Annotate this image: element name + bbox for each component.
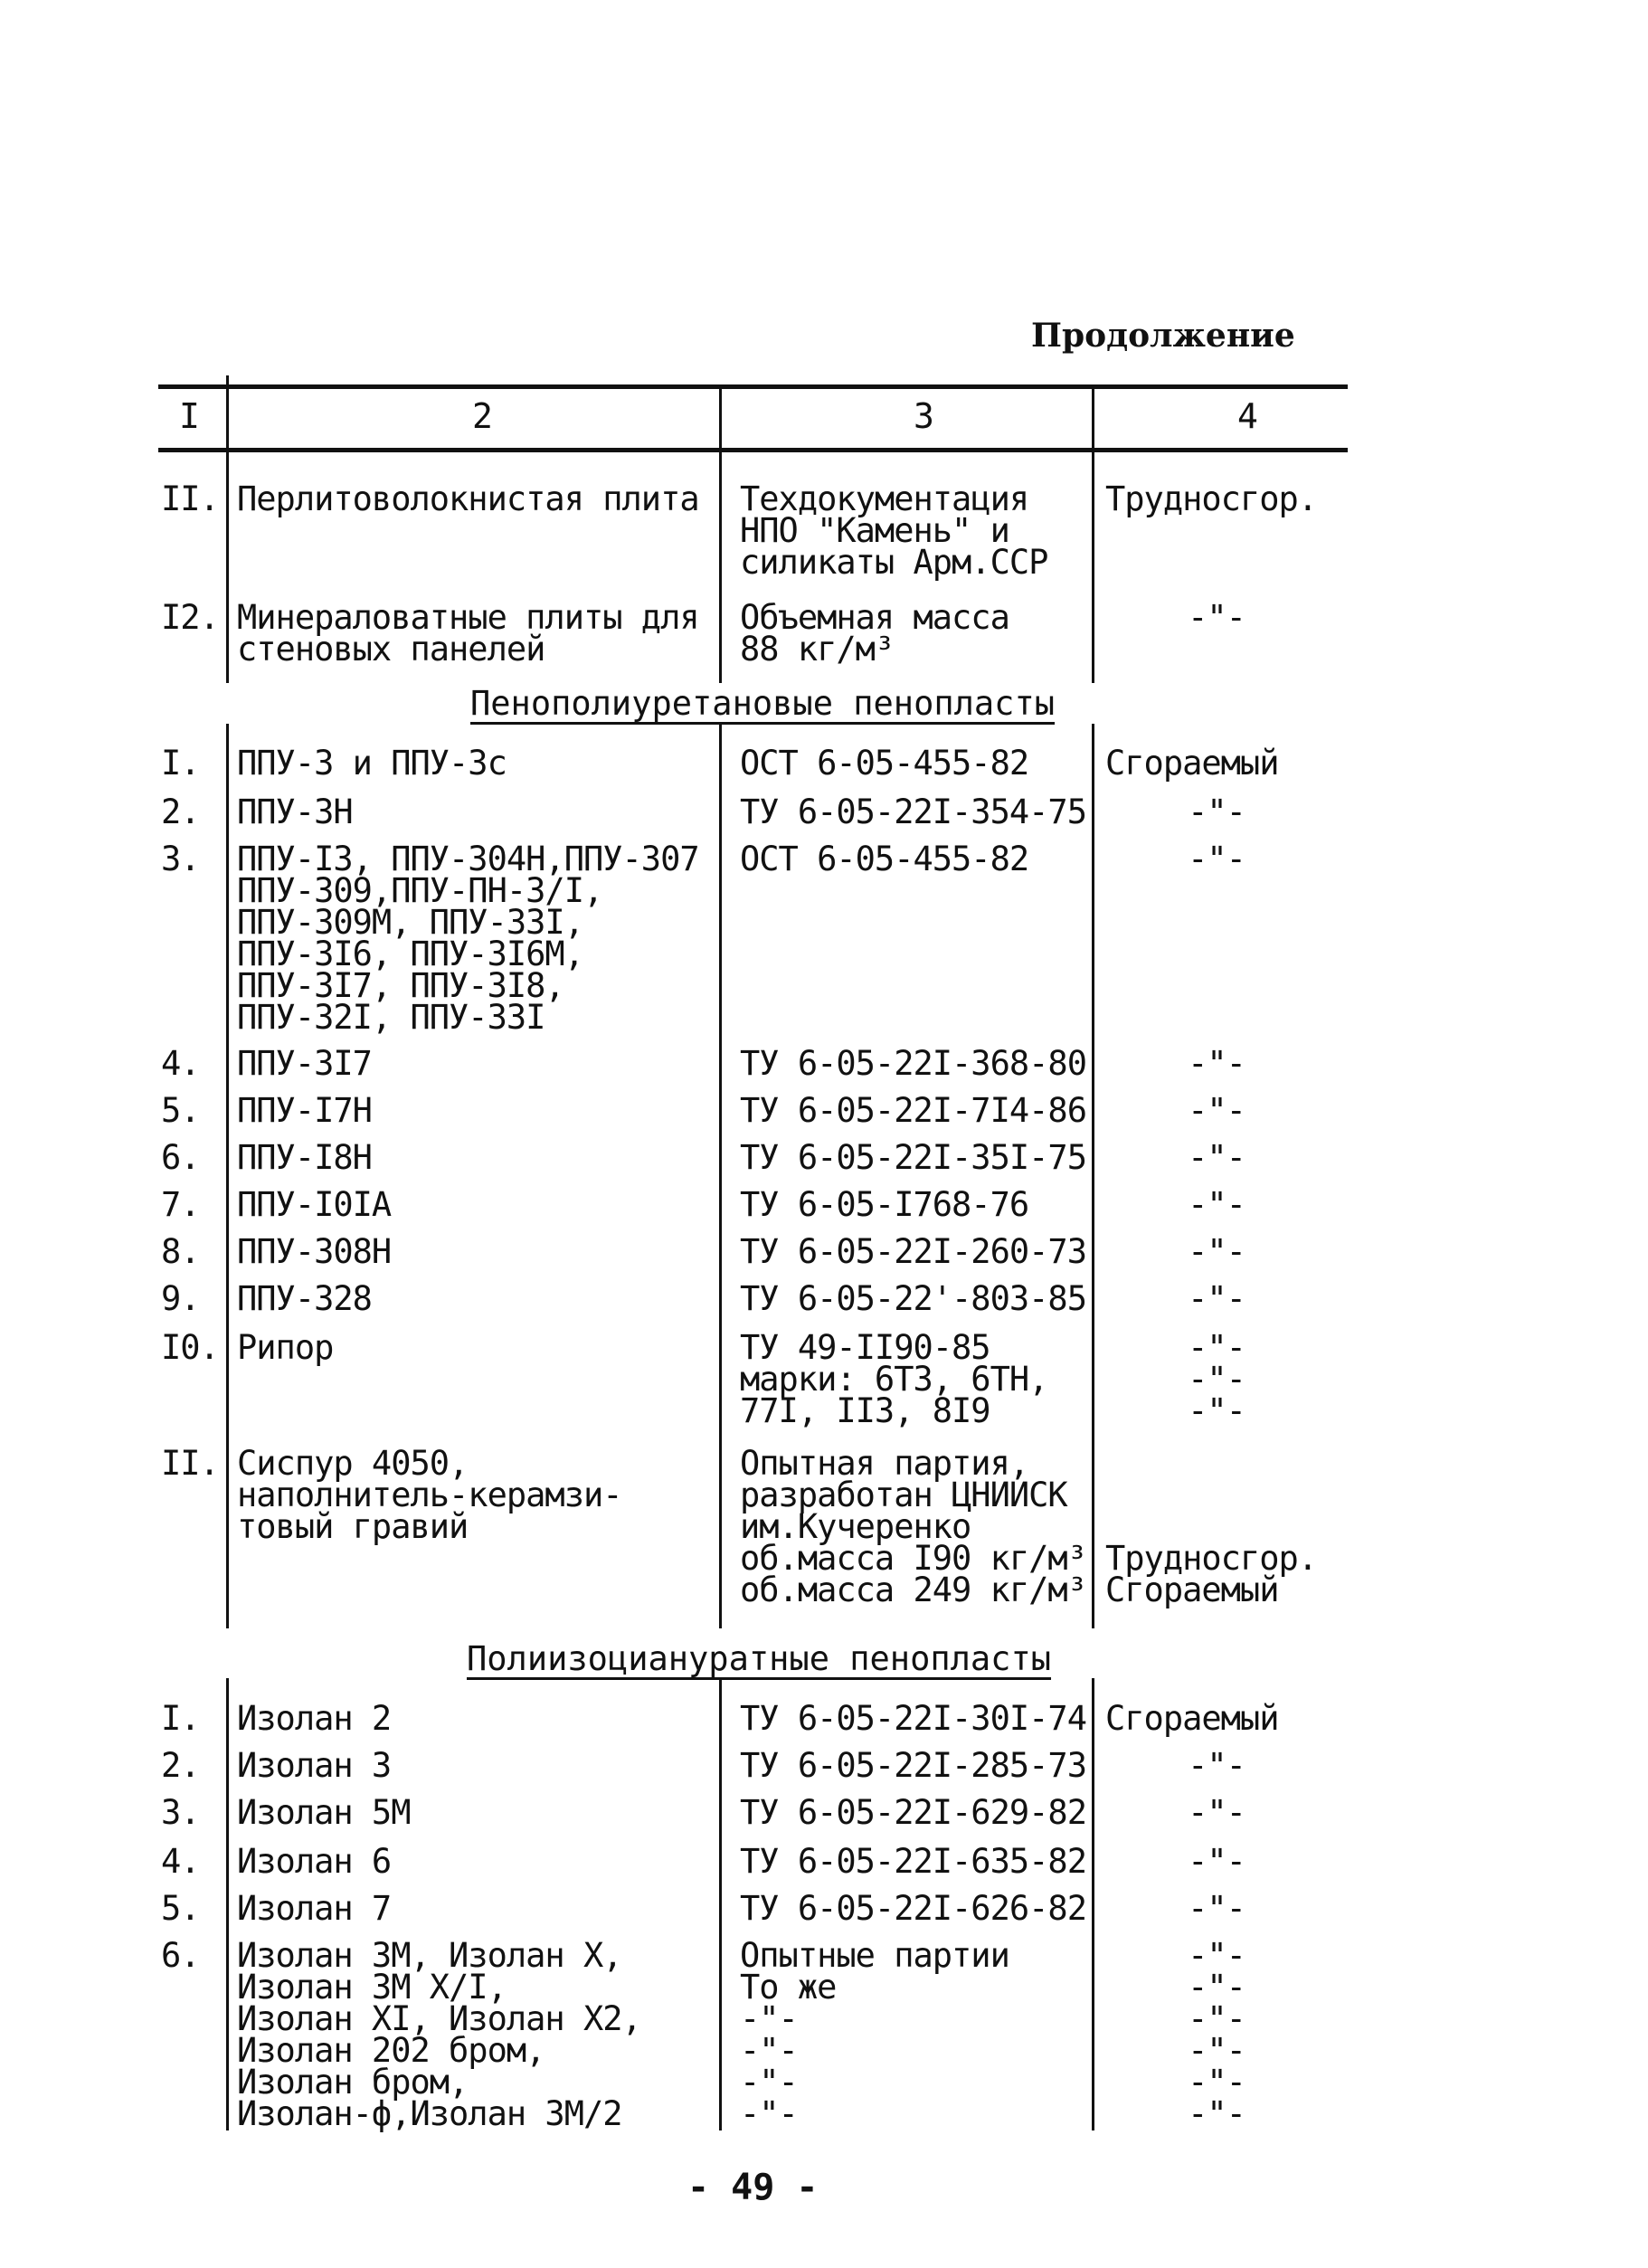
material-name-line: Перлитоволокнистая плита bbox=[237, 479, 699, 518]
material-name-line: Минераловатные плиты для bbox=[237, 598, 699, 637]
flammability-line: -"- bbox=[1188, 2063, 1245, 2102]
spec-document-line: Объемная масса bbox=[740, 598, 1009, 637]
flammability-line: -"- bbox=[1188, 1936, 1245, 1975]
flammability-line: Сгораемый bbox=[1105, 744, 1279, 783]
spec-document-line: 88 кг/м³ bbox=[740, 630, 895, 669]
flammability-line: -"- bbox=[1188, 1360, 1245, 1399]
material-name-line: Изолан 6 bbox=[237, 1842, 392, 1881]
material-name-line: ППУ-32I, ППУ-33I bbox=[237, 998, 545, 1037]
flammability-line: -"- bbox=[1188, 1842, 1245, 1881]
material-name-line: Изолан 202 бром, bbox=[237, 2031, 545, 2070]
column-rule bbox=[719, 389, 722, 683]
material-name-line: товый гравий bbox=[237, 1507, 469, 1546]
spec-document-line: разработан ЦНИИСК bbox=[740, 1476, 1067, 1514]
section-title-polyurethane: Пенополиуретановые пенопласты bbox=[470, 684, 1056, 723]
row-number: I. bbox=[161, 1699, 200, 1738]
row-number: 7. bbox=[161, 1185, 200, 1224]
column-header-3: 3 bbox=[914, 396, 934, 436]
flammability-line: -"- bbox=[1188, 1232, 1245, 1271]
flammability-line: -"- bbox=[1188, 1746, 1245, 1785]
spec-document-line: ТУ 6-05-22'-803-85 bbox=[740, 1279, 1086, 1318]
row-number: 3. bbox=[161, 840, 200, 878]
column-rule bbox=[1092, 1678, 1094, 2130]
spec-document-line: Техдокументация bbox=[740, 479, 1029, 518]
flammability-line: -"- bbox=[1188, 1091, 1245, 1130]
spec-document-line: ТУ 6-05-22I-35I-75 bbox=[740, 1138, 1086, 1177]
spec-document-line: -"- bbox=[740, 2031, 798, 2070]
material-name-line: Изолан ХI, Изолан Х2, bbox=[237, 1999, 641, 2038]
spec-document-line: ОСТ 6-05-455-82 bbox=[740, 840, 1029, 878]
row-number: 2. bbox=[161, 1746, 200, 1785]
page-number: - 49 - bbox=[687, 2167, 819, 2208]
flammability-line: -"- bbox=[1188, 1138, 1245, 1177]
material-name-line: ППУ-3I7 bbox=[237, 1044, 372, 1083]
spec-document-line: НПО "Камень" и bbox=[740, 511, 1009, 550]
column-rule bbox=[226, 1678, 229, 2130]
column-header-2: 2 bbox=[472, 396, 493, 436]
flammability-line: -"- bbox=[1188, 1279, 1245, 1318]
spec-document-line: ТУ 6-05-22I-354-75 bbox=[740, 792, 1086, 831]
material-name-line: ППУ-309,ППУ-ПН-3/I, bbox=[237, 871, 603, 910]
row-number: I2. bbox=[161, 598, 219, 637]
row-number: II. bbox=[161, 479, 219, 518]
spec-document-line: ТУ 6-05-22I-260-73 bbox=[740, 1232, 1086, 1271]
spec-document-line: об.масса I90 кг/м³ bbox=[740, 1539, 1086, 1578]
row-number: 6. bbox=[161, 1138, 200, 1177]
material-name-line: Изолан 3 bbox=[237, 1746, 392, 1785]
column-rule bbox=[1092, 389, 1094, 683]
material-name-line: Изолан 7 bbox=[237, 1889, 392, 1928]
material-name-line: ППУ-3 и ППУ-3с bbox=[237, 744, 507, 783]
spec-document-line: силикаты Арм.ССР bbox=[740, 543, 1048, 582]
spec-document-line: -"- bbox=[740, 2063, 798, 2102]
flammability-line: -"- bbox=[1188, 1889, 1245, 1928]
flammability-line: -"- bbox=[1188, 2031, 1245, 2070]
row-number: 4. bbox=[161, 1842, 200, 1881]
material-name-line: ППУ-309М, ППУ-33I, bbox=[237, 903, 583, 942]
material-name-line: ППУ-I8Н bbox=[237, 1138, 372, 1177]
flammability-line: -"- bbox=[1188, 598, 1245, 637]
spec-document-line: ТУ 49-II90-85 bbox=[740, 1328, 990, 1367]
spec-document-line: ТУ 6-05-22I-629-82 bbox=[740, 1793, 1086, 1832]
spec-document-line: ТУ 6-05-22I-368-80 bbox=[740, 1044, 1086, 1083]
material-name-line: Изолан 5М bbox=[237, 1793, 411, 1832]
row-number: 9. bbox=[161, 1279, 200, 1318]
material-name-line: ППУ-I0IА bbox=[237, 1185, 392, 1224]
column-header-4: 4 bbox=[1237, 396, 1258, 436]
material-name-line: ППУ-328 bbox=[237, 1279, 372, 1318]
section-title-polyisocyanurate: Полиизоциануратные пенопласты bbox=[467, 1639, 1052, 1678]
material-name-line: наполнитель-керамзи- bbox=[237, 1476, 622, 1514]
material-name-line: ППУ-I7Н bbox=[237, 1091, 372, 1130]
flammability-line: -"- bbox=[1188, 1793, 1245, 1832]
spec-document-line: Опытная партия, bbox=[740, 1444, 1029, 1483]
flammability-line: Сгораемый bbox=[1105, 1571, 1279, 1609]
spec-document-line: То же bbox=[740, 1968, 837, 2007]
row-number: I. bbox=[161, 744, 200, 783]
flammability-line: -"- bbox=[1188, 1044, 1245, 1083]
spec-document-line: ТУ 6-05-22I-285-73 bbox=[740, 1746, 1086, 1785]
material-name-line: ППУ-3Н bbox=[237, 792, 353, 831]
flammability-line: -"- bbox=[1188, 1185, 1245, 1224]
spec-document-line: 77I, II3, 8I9 bbox=[740, 1391, 990, 1430]
flammability-line: -"- bbox=[1188, 1328, 1245, 1367]
continuation-label: Продолжение bbox=[1031, 317, 1295, 355]
row-number: 2. bbox=[161, 792, 200, 831]
material-name-line: ППУ-I3, ППУ-304Н,ППУ-307 bbox=[237, 840, 699, 878]
column-rule bbox=[1092, 724, 1094, 1628]
row-number: I0. bbox=[161, 1328, 219, 1367]
flammability-line: Трудносгор. bbox=[1105, 1539, 1318, 1578]
spec-document-line: ТУ 6-05-22I-635-82 bbox=[740, 1842, 1086, 1881]
flammability-line: Сгораемый bbox=[1105, 1699, 1279, 1738]
material-name-line: Изолан 2 bbox=[237, 1699, 392, 1738]
header-top-rule bbox=[158, 384, 1348, 389]
column-rule bbox=[719, 1678, 722, 2130]
material-name-line: ППУ-3I7, ППУ-3I8, bbox=[237, 966, 564, 1005]
column-header-1: I bbox=[179, 396, 200, 436]
spec-document-line: об.масса 249 кг/м³ bbox=[740, 1571, 1086, 1609]
material-name-line: ППУ-3I6, ППУ-3I6М, bbox=[237, 935, 583, 973]
spec-document-line: -"- bbox=[740, 2094, 798, 2133]
row-number: 5. bbox=[161, 1091, 200, 1130]
spec-document-line: ТУ 6-05-22I-626-82 bbox=[740, 1889, 1086, 1928]
flammability-line: -"- bbox=[1188, 840, 1245, 878]
row-number: 6. bbox=[161, 1936, 200, 1975]
flammability-line: -"- bbox=[1188, 1391, 1245, 1430]
row-number: 4. bbox=[161, 1044, 200, 1083]
row-number: 5. bbox=[161, 1889, 200, 1928]
column-rule bbox=[719, 724, 722, 1628]
material-name-line: Сиспур 4050, bbox=[237, 1444, 469, 1483]
flammability-line: -"- bbox=[1188, 1999, 1245, 2038]
spec-document-line: ОСТ 6-05-455-82 bbox=[740, 744, 1029, 783]
spec-document-line: ТУ 6-05-22I-30I-74 bbox=[740, 1699, 1086, 1738]
material-name-line: Рипор bbox=[237, 1328, 334, 1367]
spec-document-line: ТУ 6-05-I768-76 bbox=[740, 1185, 1029, 1224]
material-name-line: Изолан 3М Х/I, bbox=[237, 1968, 507, 2007]
material-name-line: Изолан бром, bbox=[237, 2063, 469, 2102]
spec-document-line: им.Кучеренко bbox=[740, 1507, 971, 1546]
material-name-line: Изолан 3М, Изолан Х, bbox=[237, 1936, 622, 1975]
flammability-line: -"- bbox=[1188, 1968, 1245, 2007]
column-rule bbox=[226, 375, 229, 683]
row-number: 8. bbox=[161, 1232, 200, 1271]
flammability-line: -"- bbox=[1188, 792, 1245, 831]
material-name-line: Изолан-ф,Изолан 3М/2 bbox=[237, 2094, 622, 2133]
material-name-line: стеновых панелей bbox=[237, 630, 545, 669]
header-bottom-rule bbox=[158, 448, 1348, 452]
material-name-line: ППУ-308Н bbox=[237, 1232, 392, 1271]
column-rule bbox=[226, 724, 229, 1628]
flammability-line: -"- bbox=[1188, 2094, 1245, 2133]
spec-document-line: -"- bbox=[740, 1999, 798, 2038]
row-number: 3. bbox=[161, 1793, 200, 1832]
spec-document-line: марки: 6Т3, 6ТН, bbox=[740, 1360, 1048, 1399]
spec-document-line: Опытные партии bbox=[740, 1936, 1009, 1975]
spec-document-line: ТУ 6-05-22I-7I4-86 bbox=[740, 1091, 1086, 1130]
flammability-line: Трудносгор. bbox=[1105, 479, 1318, 518]
row-number: II. bbox=[161, 1444, 219, 1483]
